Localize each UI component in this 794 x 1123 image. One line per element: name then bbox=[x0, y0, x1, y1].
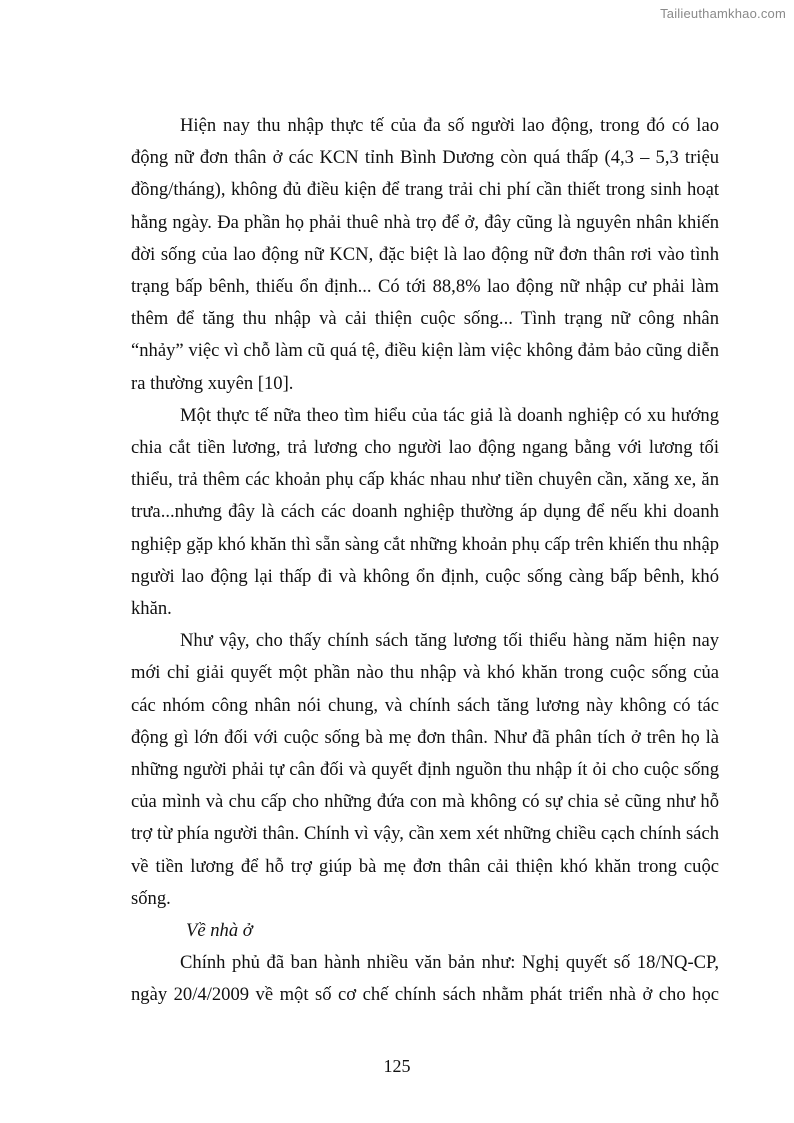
paragraph-minimum-wage-policy: Như vậy, cho thấy chính sách tăng lương tối thiểu hàng năm hiện nay mới chỉ giải quyết một phần nào thu nhập và khó khăn trong cuộc sống của các nhóm công nhân nói chung, và chính sách tăng lương này không có tác động gì lớn đối với cuộc sống bà mẹ đơn thân. Như đã phân tích ở trên họ là những người phải tự cân đối và quyết định nguồn thu nhập ít ỏi cho cuộc sống của mình và chu cấp cho những đứa con mà không có sự chia sẻ cũng như hỗ trợ từ phía người thân. Chính vì vậy, cần xem xét những chiều cạch chính sách về tiền lương để hỗ trợ giúp bà mẹ đơn thân cải thiện khó khăn trong cuộc sống. bbox=[131, 630, 719, 909]
paragraph-salary-split: Một thực tế nữa theo tìm hiểu của tác giả là doanh nghiệp có xu hướng chia cắt tiền lương, trả lương cho người lao động ngang bằng với lương tối thiểu, trả thêm các khoản phụ cấp khác nhau như tiền chuyên cần, xăng xe, ăn trưa...nhưng đây là cách các doanh nghiệp thường áp dụng để nếu khi doanh nghiệp gặp khó khăn thì sẵn sàng cắt những khoản phụ cấp trên khiến thu nhập người lao động lại thấp đi và không ổn định, cuộc sống càng bấp bênh, khó khăn. bbox=[131, 404, 719, 620]
watermark: Tailieuthamkhao.com bbox=[660, 6, 786, 21]
paragraph-income: Hiện nay thu nhập thực tế của đa số người lao động, trong đó có lao động nữ đơn thân ở các KCN tỉnh Bình Dương còn quá thấp (4,3 – 5,3 triệu đồng/tháng), không đủ điều kiện để trang trải chi phí cần thiết trong sinh hoạt hằng ngày. Đa phần họ phải thuê nhà trọ để ở, đây cũng là nguyên nhân khiến đời sống của lao động nữ KCN, đặc biệt là lao động nữ đơn thân rơi vào tình trạng bấp bênh, thiếu ổn định... Có tới 88,8% lao động nữ nhập cư phải làm thêm để tăng thu nhập và cải thiện cuộc sống... Tình trạng nữ công nhân “nhảy” việc vì chỗ làm cũ quá tệ, điều kiện làm việc không đảm bảo cũng diễn ra thường xuyên [10]. bbox=[131, 115, 719, 394]
paragraph-housing: Chính phủ đã ban hành nhiều văn bản như: Nghị quyết số 18/NQ-CP, ngày 20/4/2009 về một số cơ chế chính sách nhằm phát triển nhà ở cho học bbox=[131, 952, 719, 1006]
document-body bbox=[131, 110, 719, 1012]
section-heading-housing: Về nhà ở bbox=[186, 920, 253, 942]
page-number: 125 bbox=[383, 1056, 411, 1076]
